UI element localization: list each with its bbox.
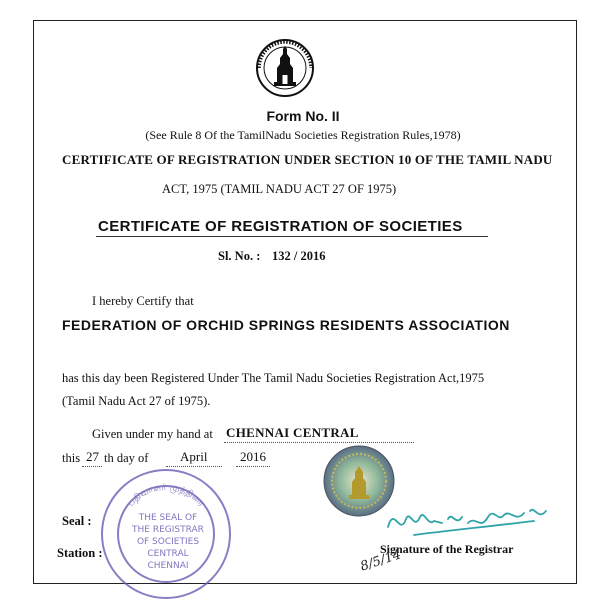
seal-label: Seal : [62,514,92,528]
seal-line-1: THE SEAL OF [138,513,198,523]
seal-line-3: OF SOCIETIES [136,537,200,547]
seal-tamil-text: பதிவாளர் முத்திரை [126,482,206,509]
seal-line-4: CENTRAL [147,549,189,559]
heading-line-1: CERTIFICATE OF REGISTRATION UNDER SECTION 10 OF THE TAMIL NADU [62,152,553,167]
registrar-initials [356,540,406,582]
registration-place: CHENNAI CENTRAL [226,425,359,440]
serial-number-label: Sl. No. : [218,249,261,263]
given-under-hand-text: Given under my hand at [92,427,213,441]
society-name: FEDERATION OF ORCHID SPRINGS RESIDENTS ASSOCIATION [62,317,510,333]
registration-statement-line-2: (Tamil Nadu Act 27 of 1975). [62,394,211,408]
station-label: Station : [57,546,103,560]
registration-month: April [180,449,208,464]
registration-day: 27 [86,449,99,464]
registrar-signature [384,497,554,541]
year-dotted-line [236,466,270,467]
rule-reference: (See Rule 8 Of the TamilNadu Societies Registration Rules,1978) [145,128,461,142]
seal-line-2: THE REGISTRAR [132,525,204,535]
title-underline [96,236,488,237]
registration-statement-line-1: has this day been Registered Under The Tamil Nadu Societies Registration Act,1975 [62,371,485,385]
initials-text: 8/5/14 [358,547,404,575]
svg-text:பதிவாளர் முத்திரை [126,483,206,509]
registrar-seal-stamp [98,466,234,602]
seal-line-5: CHENNAI [147,561,189,571]
place-dotted-line [224,442,414,443]
this-text: this [62,451,81,465]
signature-label: Signature of the Registrar [380,542,514,556]
registration-year: 2016 [240,449,266,464]
certificate-title: CERTIFICATE OF REGISTRATION OF SOCIETIES [98,218,463,235]
day-suffix-text: th day of [104,451,149,465]
form-number: Form No. II [266,108,340,124]
tamil-nadu-emblem-icon [255,38,315,98]
certify-text: I hereby Certify that [92,294,194,308]
serial-number-value: 132 / 2016 [272,249,326,263]
heading-line-2: ACT, 1975 (TAMIL NADU ACT 27 OF 1975) [162,182,397,196]
